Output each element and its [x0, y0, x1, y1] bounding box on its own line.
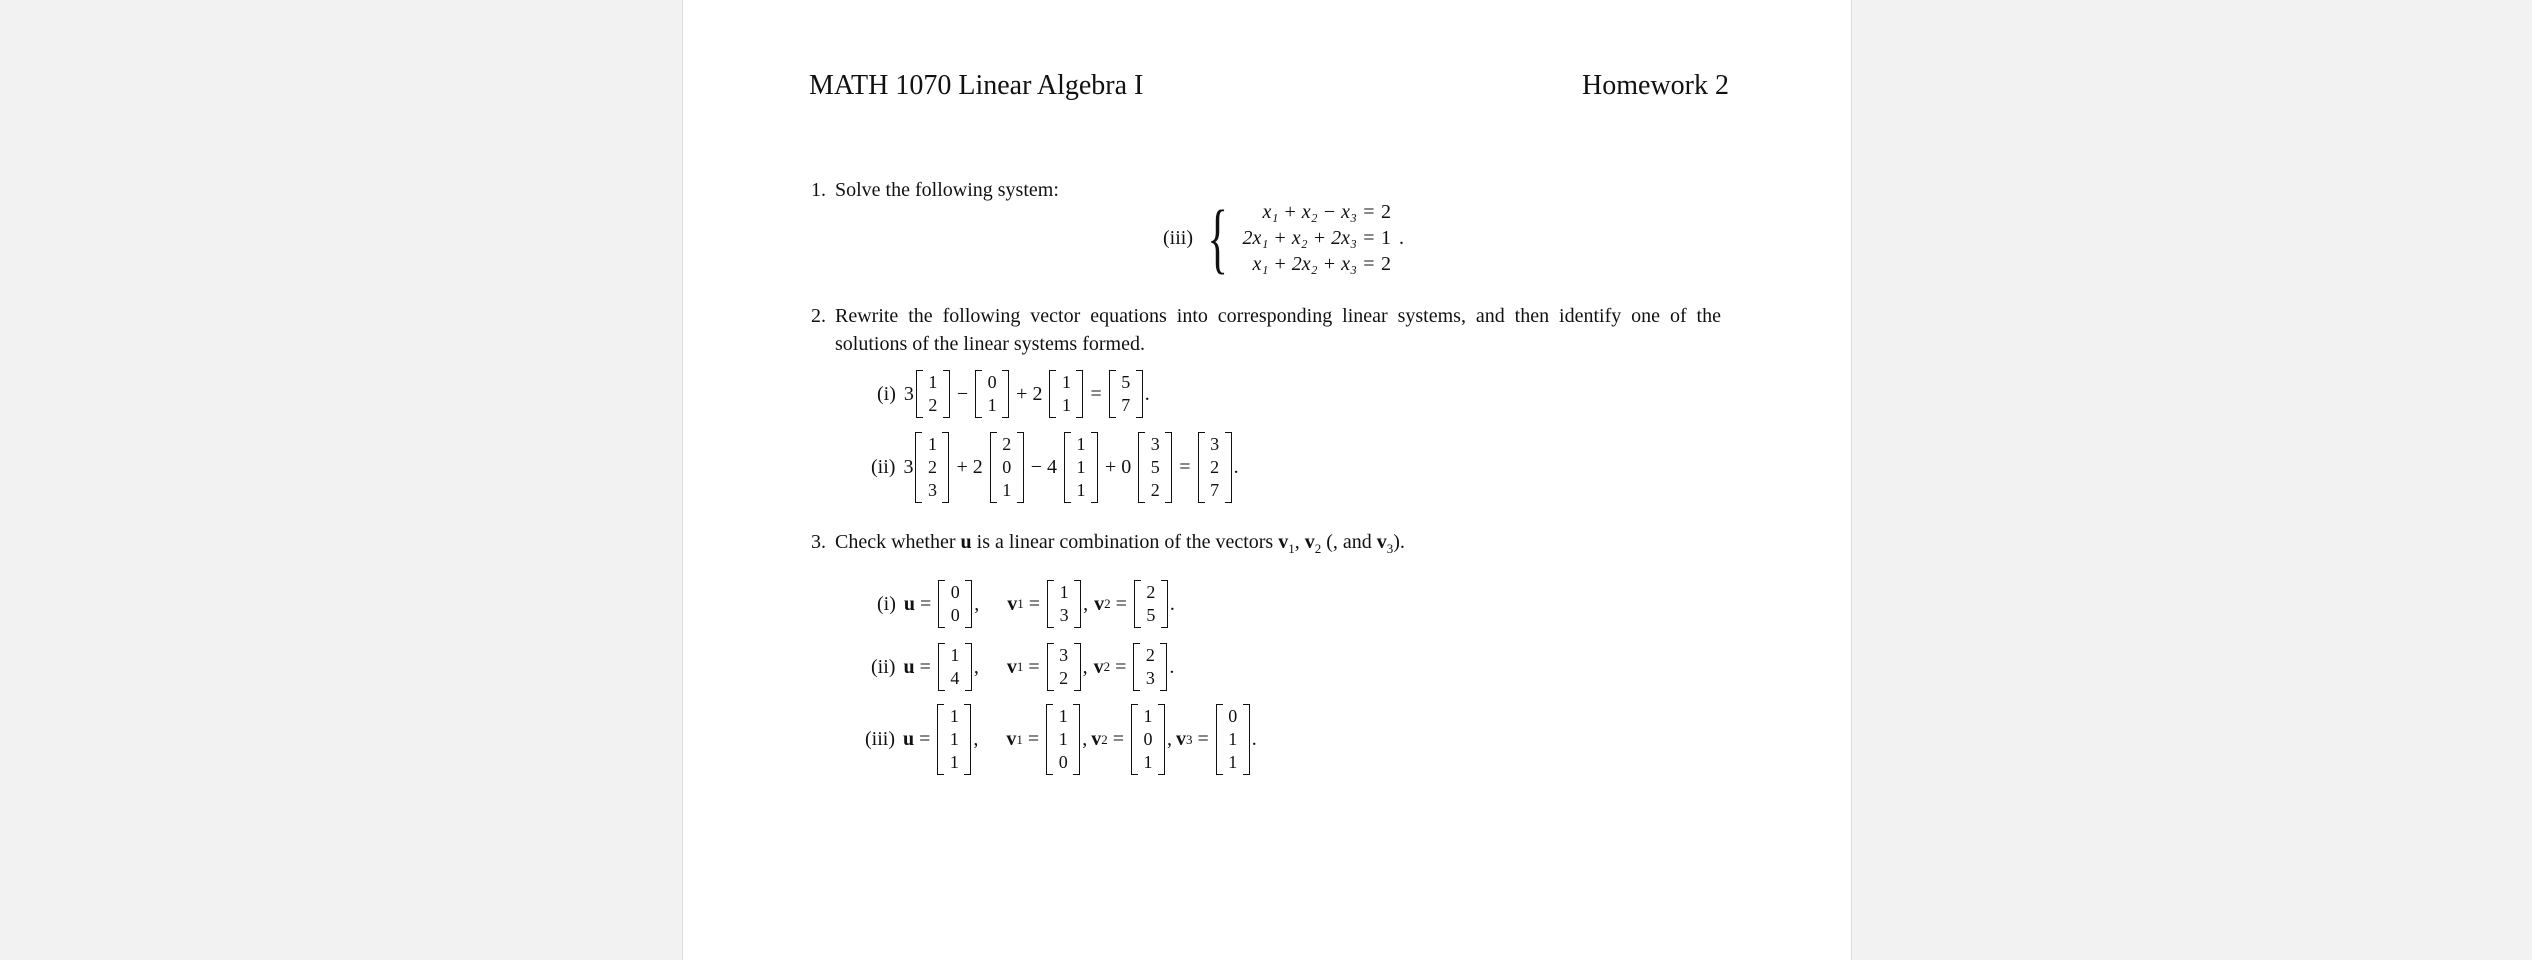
- equation-lhs: x₁ + 2x₂ + x₃: [1252, 253, 1357, 275]
- equation-lhs: x₁ + x₂ − x₃: [1262, 201, 1357, 223]
- vector: 1 2: [916, 370, 950, 418]
- trailing-period: .: [1398, 226, 1404, 249]
- problem-number: 1.: [811, 179, 826, 201]
- vector-v1: 1 3: [1047, 580, 1081, 628]
- course-title: MATH 1070 Linear Algebra I: [809, 70, 1144, 101]
- equation-rhs: 2: [1380, 201, 1391, 223]
- combination-iii: (iii) u = 1 1 1 , v 1 = 1 1 0 , v 2 = 1 0 1 , v 3 = 0 1 1 .: [865, 704, 1257, 775]
- page-header: [809, 70, 1729, 102]
- vector: 2 0 1: [990, 432, 1024, 503]
- vector: 5 7: [1109, 370, 1143, 418]
- vector: 3 5 2: [1138, 432, 1172, 503]
- equation-lhs: 2x₁ + x₂ + 2x₃: [1242, 227, 1357, 249]
- equation-rhs: 2: [1380, 253, 1391, 275]
- problem-number: 3.: [811, 531, 826, 553]
- vector-v1: 3 2: [1047, 643, 1081, 691]
- item-label: (i): [877, 382, 896, 405]
- problem-2: [811, 302, 1721, 358]
- vector-v2: 1 0 1: [1131, 704, 1165, 775]
- vector-v2: 2 3: [1133, 643, 1167, 691]
- vector: 0 1: [975, 370, 1009, 418]
- problem-number: 2.: [811, 305, 826, 327]
- vector-v2: 2 5: [1134, 580, 1168, 628]
- vector: 1 1: [1049, 370, 1083, 418]
- vector-u: 1 4: [938, 643, 972, 691]
- system-equations: x₁ + x₂ − x₃ = 2 2x₁ + x₂ + 2x₃ = 1 x₁ + 2x₂ + x₃ = 2: [1242, 201, 1391, 275]
- vector-equation-i: (i) 3 1 2 − 0 1 + 2 1 1 = 5 7 .: [877, 370, 1150, 418]
- vector-v1: 1 1 0: [1046, 704, 1080, 775]
- problem-text: Rewrite the following vector equations into corresponding linear systems, and then identify one of the solutions of the linear systems formed.: [835, 305, 1721, 355]
- vector: 3 2 7: [1198, 432, 1232, 503]
- vector: 1 1 1: [1064, 432, 1098, 503]
- equation-rhs: 1: [1380, 227, 1391, 249]
- document-page: [682, 0, 1852, 960]
- problem-text: Solve the following system:: [835, 179, 1059, 201]
- vector-u: 1 1 1: [937, 704, 971, 775]
- left-brace: {: [1207, 194, 1229, 281]
- vector: 1 2 3: [915, 432, 949, 503]
- system-label: (iii): [1163, 226, 1193, 249]
- vector-u: 0 0: [938, 580, 972, 628]
- combination-i: (i) u = 0 0 , v 1 = 1 3 , v 2 = 2 5 .: [877, 580, 1175, 628]
- vector-equation-ii: (ii) 3 1 2 3 + 2 2 0 1 − 4 1 1 1 + 0 3 5 2 = 3 2 7 .: [871, 432, 1239, 503]
- combination-ii: (ii) u = 1 4 , v 1 = 3 2 , v 2 = 2 3 .: [871, 643, 1174, 691]
- problem-3: 3. Check whether u is a linear combination of the vectors $v_1$, $v_2$ (, and $v_3$).: [835, 528, 1721, 563]
- assignment-title: Homework 2: [1582, 70, 1729, 101]
- vector-v3: 0 1 1: [1216, 704, 1250, 775]
- linear-system: [1163, 194, 1404, 281]
- item-label: (ii): [871, 456, 896, 478]
